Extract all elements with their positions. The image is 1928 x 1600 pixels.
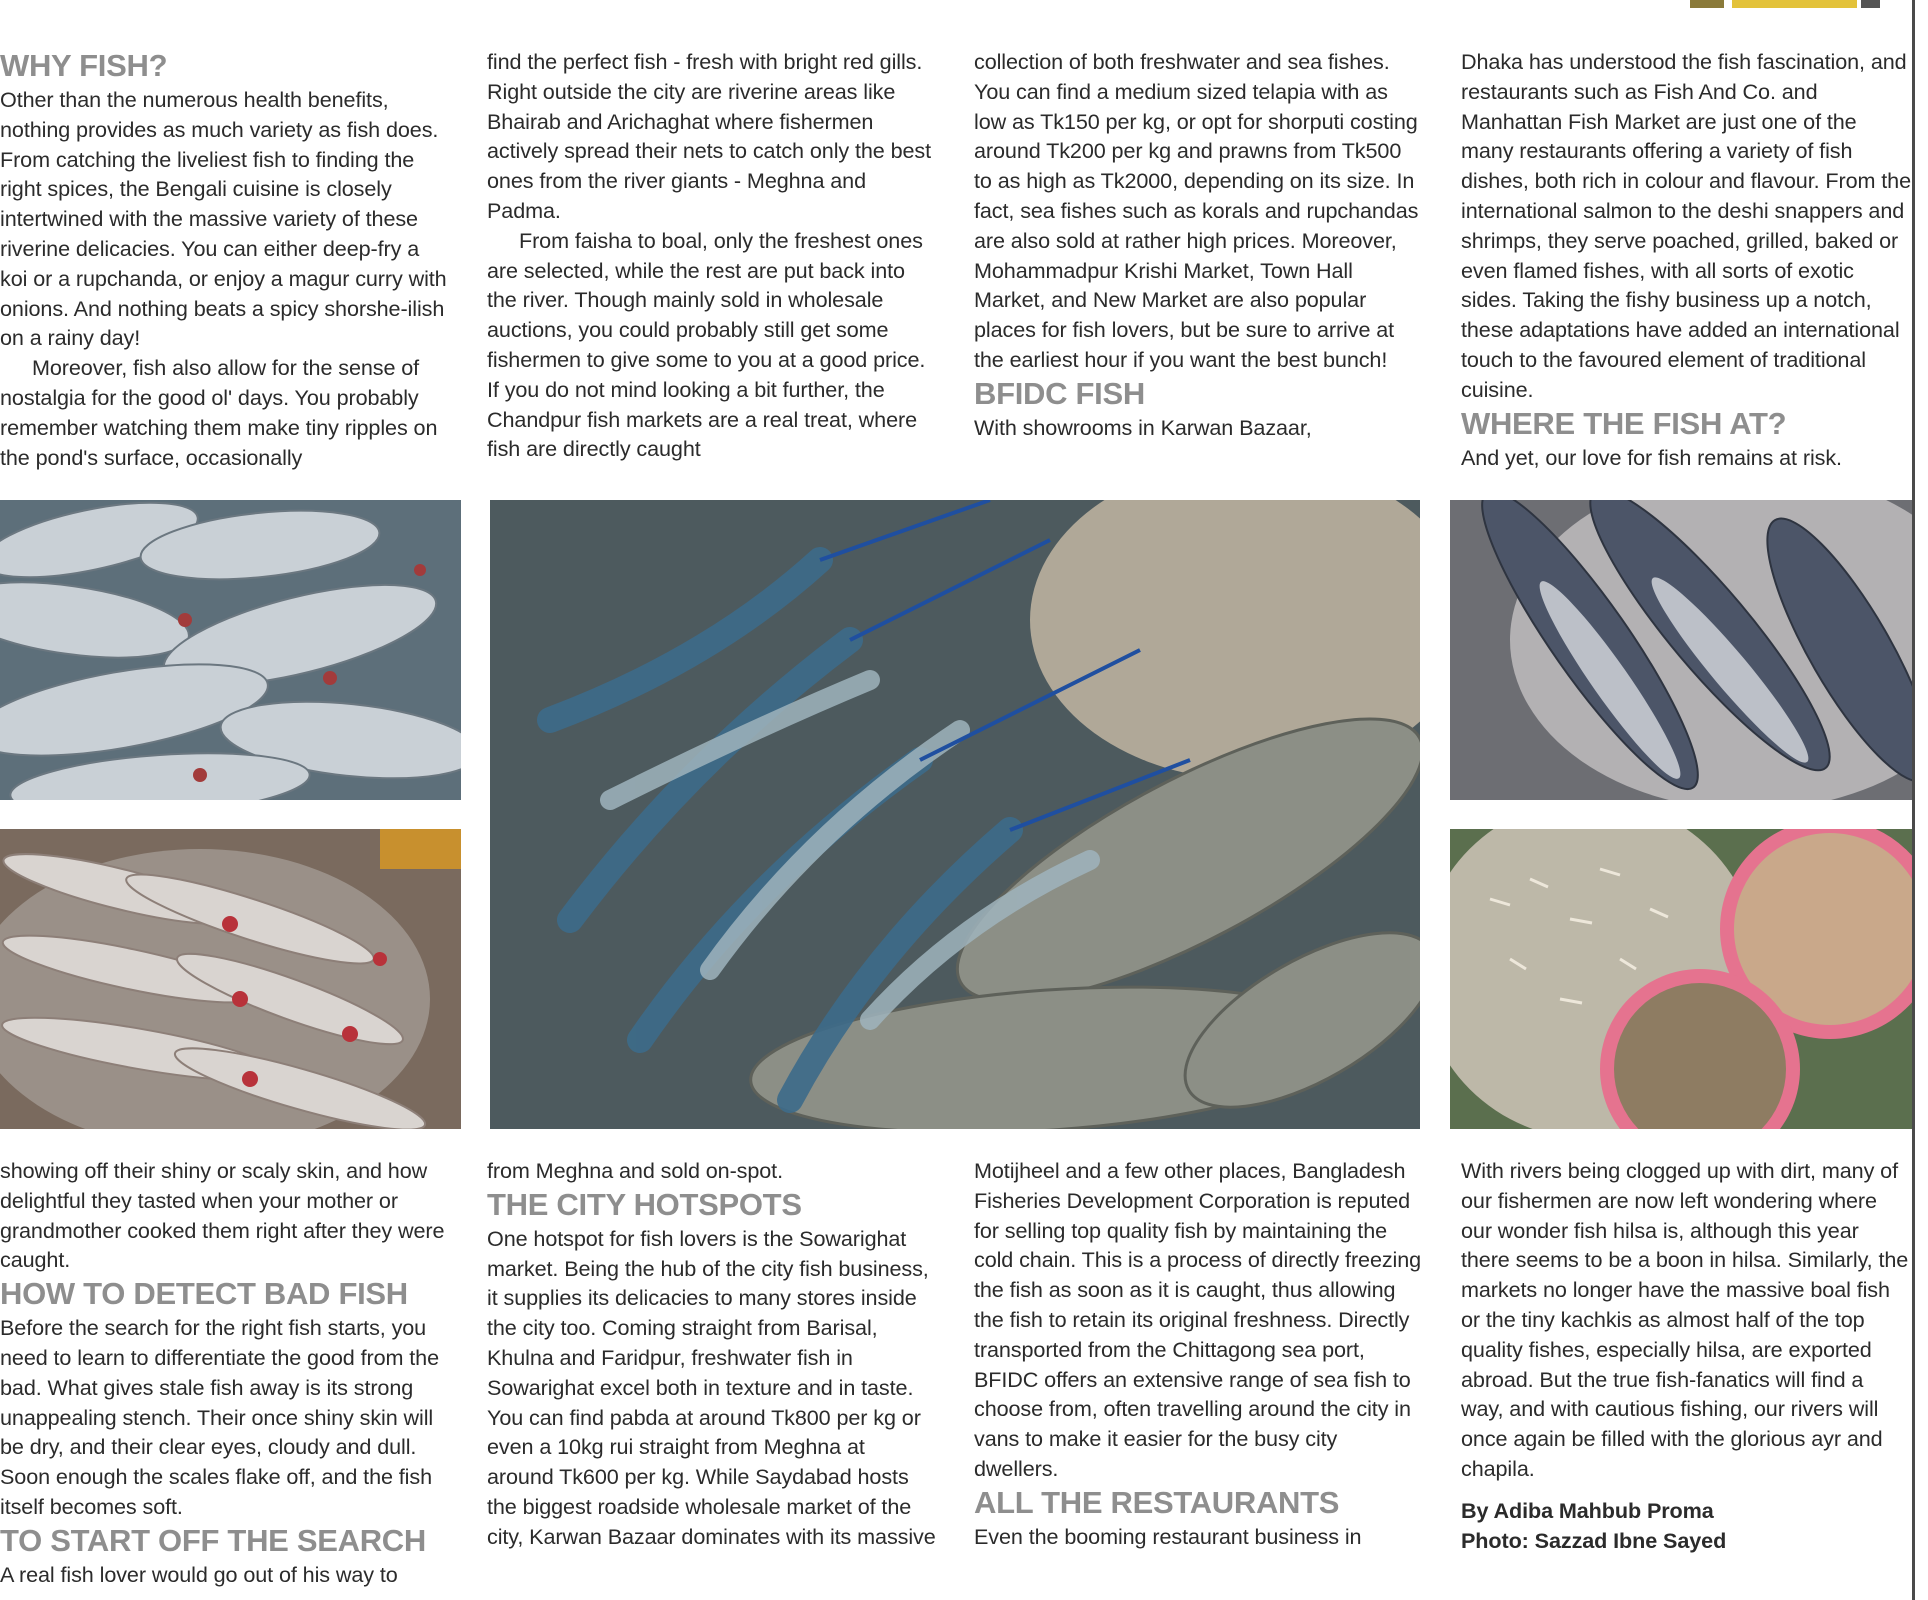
photo-catfish (1450, 500, 1912, 800)
photo-fish-tray (0, 829, 461, 1129)
heading-the-city-hotspots: THE CITY HOTSPOTS (487, 1186, 802, 1222)
paragraph: Motijheel and a few other places, Bangladesh Fisheries Development Corporation is reputed for selling top quality fish by maintaining the cold chain. This is a process of directly freezing the fish as soon as it is caught, thus allowing the fish to retain its original freshness. Directly transported from the Chittagong sea port, BFIDC offers an extensive range of sea fish to choose from, often travelling around the city in vans to make it easier for the busy city dwellers. (974, 1158, 1422, 1481)
photo-shrimp-bowls (1450, 829, 1912, 1129)
heading-bfidc-fish: BFIDC FISH (974, 375, 1145, 411)
paragraph: find the perfect fish - fresh with bright red gills. Right outside the city are riverine areas like Bhairab and Arichaghat where fishermen actively spread their nets to catch only the best ones from the river giants - Meghna and Padma. (487, 49, 932, 223)
paragraph: With showrooms in Karwan Bazaar, (974, 414, 1312, 440)
heading-where-the-fish-at: WHERE THE FISH AT? (1461, 405, 1787, 441)
heading-how-to-detect-bad-fish: HOW TO DETECT BAD FISH (0, 1276, 408, 1312)
photo-credit: Photo: Sazzad Ibne Sayed (1461, 1527, 1727, 1553)
column-1-top (0, 47, 450, 472)
heading-all-the-restaurants: ALL THE RESTAURANTS (974, 1484, 1340, 1520)
paragraph: With rivers being clogged up with dirt, many of our fishermen are now left wondering where our wonder fish hilsa is, although this year there seems to be a boon in hilsa. Similarly, the markets no longer have the massive boal fish or the tiny kachkis as almost half of the top quality fishes, especially hilsa, are exported abroad. But the true fish-fanatics will find a way, and with cautious fishing, our rivers will once again be filled with the glorious ayr and chapila. (1461, 1158, 1909, 1481)
column-2-top (487, 47, 937, 464)
paragraph: Even the booming restaurant business in (974, 1523, 1362, 1549)
author-byline: By Adiba Mahbub Proma (1461, 1497, 1714, 1523)
paragraph: from Meghna and sold on-spot. (487, 1158, 783, 1183)
paragraph: From faisha to boal, only the freshest ones are selected, while the rest are put back into the river. Though mainly sold in wholesale auctions, you could probably still get some fishermen to give some to you at a good price. If you do not mind looking a bit further, the Chandpur fish markets are a real treat, where fish are directly caught (487, 227, 926, 462)
page-edge-rule (1912, 0, 1915, 1600)
heading-to-start-off-the-search: TO START OFF THE SEARCH (0, 1522, 426, 1558)
paragraph: showing off their shiny or scaly skin, and how delightful they tasted when your mother or grandmother cooked them right after they were caught. (0, 1158, 445, 1273)
paragraph: Other than the numerous health benefits, nothing provides as much variety as fish does. From catching the liveliest fish to finding the right spices, the Bengali cuisine is closely intertwined with the massive variety of these riverine delicacies. You can either deep-fry a koi or a rupchanda, or enjoy a magur curry with onions. And nothing beats a spicy shorshe-ilish on a rainy day! (0, 87, 447, 351)
photo-hilsa-pile (0, 500, 461, 800)
paragraph: One hotspot for fish lovers is the Sowarighat market. Being the hub of the city fish business, it supplies its delicacies to many stores inside the city too. Coming straight from Barisal, Khulna and Faridpur, freshwater fish in Sowarighat excel both in texture and in taste. You can find pabda at around Tk800 per kg or even a 10kg rui straight from Meghna at around Tk600 per kg. While Saydabad hosts the biggest roadside wholesale market of the city, Karwan Bazaar dominates with its massive (487, 1225, 936, 1549)
column-3-bottom (974, 1156, 1424, 1552)
paragraph: Moreover, fish also allow for the sense of nostalgia for the good ol' days. You probably remember watching them make tiny ripples on the pond's surface, occasionally (0, 355, 438, 470)
column-2-bottom (487, 1156, 937, 1552)
paragraph: And yet, our love for fish remains at risk. (1461, 444, 1842, 470)
paragraph: Before the search for the right fish starts, you need to learn to differentiate the good from the bad. What gives stale fish away is its strong unappealing stench. Their once shiny skin will be dry, and their clear eyes, cloudy and dull. Soon enough the scales flake off, and the fish itself becomes soft. (0, 1315, 439, 1519)
column-4-bottom (1461, 1156, 1911, 1555)
paragraph: Dhaka has understood the fish fascination, and restaurants such as Fish And Co. and Manhattan Fish Market are just one of the many restaurants offering a variety of fish dishes, both rich in colour and flavour. From the international salmon to the deshi snappers and shrimps, they serve poached, grilled, baked or even flamed fishes, with all sorts of exotic sides. Taking the fishy business up a notch, these adaptations have added an international touch to the favoured element of traditional cuisine. (1461, 49, 1912, 402)
paragraph: A real fish lover would go out of his way to (0, 1561, 398, 1587)
column-3-top (974, 47, 1424, 443)
heading-why-fish: WHY FISH? (0, 48, 168, 83)
masthead-corner-decoration (1690, 0, 1880, 8)
paragraph: collection of both freshwater and sea fishes. You can find a medium sized telapia with as low as Tk150 per kg, or opt for shorputi costing around Tk200 per kg and prawns from Tk500 to as high as Tk2000, depending on its size. In fact, sea fishes such as korals and rupchandas are also sold at rather high prices. Moreover, Mohammadpur Krishi Market, Town Hall Market, and New Market are also popular places for fish lovers, but be sure to arrive at the earliest hour if you want the best bunch! (974, 49, 1419, 372)
column-1-bottom (0, 1156, 450, 1590)
photo-prawns-and-rui (490, 500, 1420, 1129)
column-4-top (1461, 47, 1911, 472)
